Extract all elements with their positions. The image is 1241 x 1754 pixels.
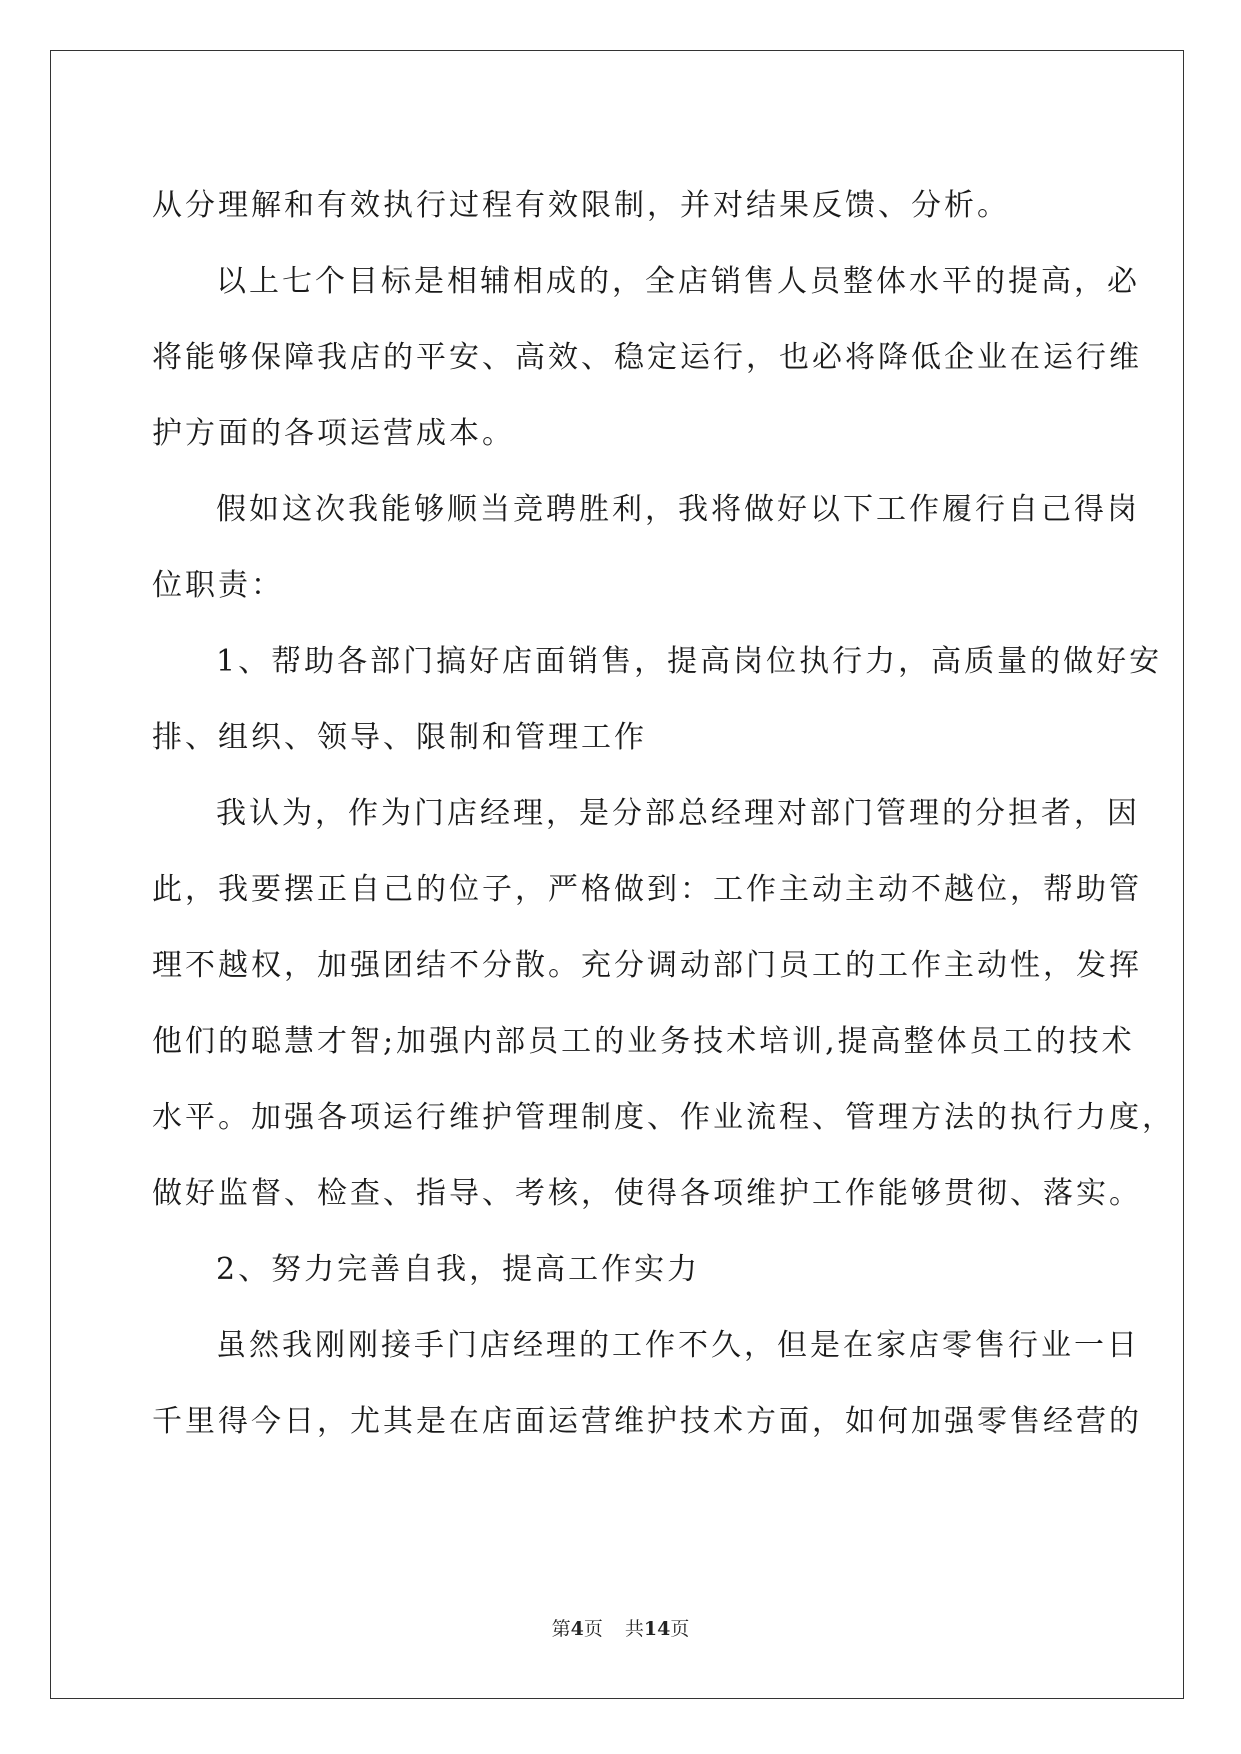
page-prefix: 第 xyxy=(551,1618,571,1640)
text-line: 他们的聪慧才智;加强内部员工的业务技术培训,提高整体员工的技术 xyxy=(152,1024,1135,1059)
text-line: 做好监督、检查、指导、考核，使得各项维护工作能够贯彻、落实。 xyxy=(152,1176,1142,1211)
text-line: 我认为，作为门店经理，是分部总经理对部门管理的分担者，因 xyxy=(216,796,1140,831)
page-number: 4 xyxy=(570,1618,584,1640)
text-line: 此，我要摆正自己的位子，严格做到：工作主动主动不越位，帮助管 xyxy=(152,872,1142,907)
page-footer xyxy=(0,1614,1241,1641)
total-prefix: 共 xyxy=(624,1618,644,1640)
text-line: 千里得今日，尤其是在店面运营维护技术方面，如何加强零售经营的 xyxy=(152,1404,1142,1439)
page-suffix: 页 xyxy=(583,1618,603,1640)
text-line: 水平。加强各项运行维护管理制度、作业流程、管理方法的执行力度， xyxy=(152,1100,1175,1135)
text-line: 从分理解和有效执行过程有效限制，并对结果反馈、分析。 xyxy=(152,188,1010,223)
total-pages: 14 xyxy=(643,1618,671,1640)
total-suffix: 页 xyxy=(670,1618,690,1640)
text-line: 位职责： xyxy=(152,568,284,603)
text-line: 以上七个目标是相辅相成的，全店销售人员整体水平的提高，必 xyxy=(216,264,1140,299)
text-line: 2、努力完善自我，提高工作实力 xyxy=(216,1252,701,1287)
text-line: 将能够保障我店的平安、高效、稳定运行，也必将降低企业在运行维 xyxy=(152,340,1142,375)
document-body xyxy=(152,168,1175,1460)
text-line: 理不越权，加强团结不分散。充分调动部门员工的工作主动性，发挥 xyxy=(152,948,1142,983)
text-line: 排、组织、领导、限制和管理工作 xyxy=(152,720,647,755)
text-line: 假如这次我能够顺当竞聘胜利，我将做好以下工作履行自己得岗 xyxy=(216,492,1140,527)
text-line: 虽然我刚刚接手门店经理的工作不久，但是在家店零售行业一日 xyxy=(216,1328,1140,1363)
text-line: 1、帮助各部门搞好店面销售，提高岗位执行力，高质量的做好安 xyxy=(216,644,1163,679)
text-line: 护方面的各项运营成本。 xyxy=(152,416,515,451)
